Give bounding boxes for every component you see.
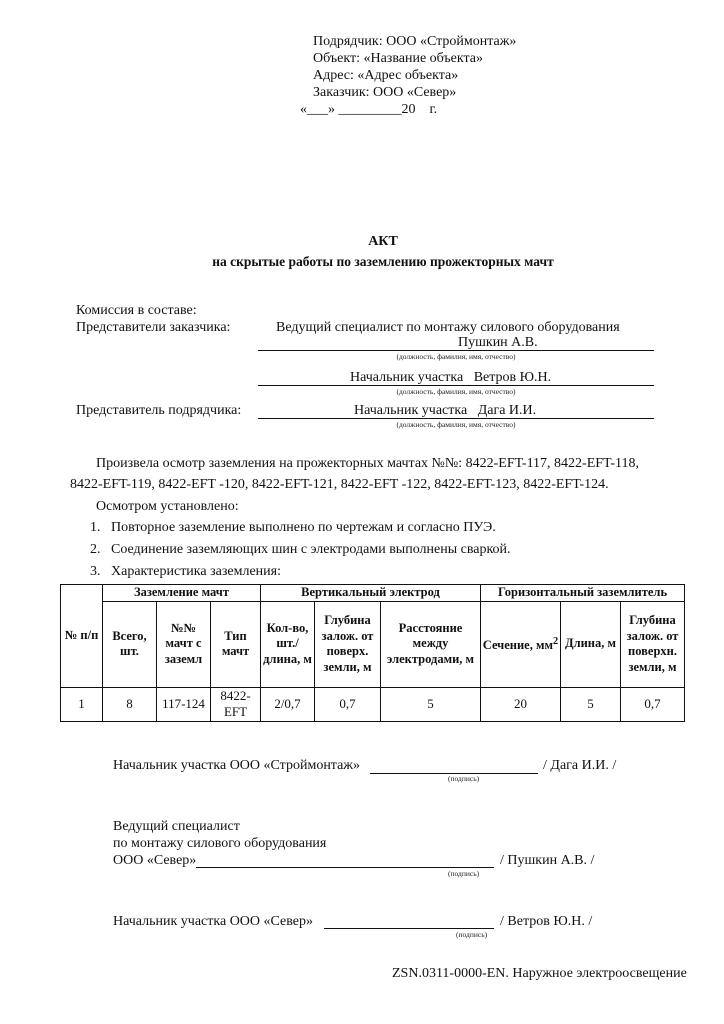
masts-group-header: Заземление мачт bbox=[103, 585, 261, 602]
header-address: Адрес: «Адрес объекта» bbox=[313, 68, 459, 83]
sig1-label: Начальник участка ООО «Строймонтаж» bbox=[113, 758, 360, 773]
cell-total: 8 bbox=[103, 687, 157, 721]
col-total-header: Всего, шт. bbox=[103, 601, 157, 687]
col-count-length-header: Кол-во, шт./ длина, м bbox=[261, 601, 315, 687]
cell-num: 1 bbox=[61, 687, 103, 721]
page-subtitle: на скрытые работы по заземлению прожекторных мачт bbox=[212, 254, 554, 269]
col-distance-header: Расстояние между электродами, м bbox=[381, 601, 481, 687]
cell-length: 5 bbox=[561, 687, 621, 721]
sig2-line3: ООО «Север» bbox=[113, 853, 197, 868]
header-object: Объект: «Название объекта» bbox=[313, 51, 484, 66]
sig2-line1: Ведущий специалист bbox=[113, 819, 240, 834]
header-customer: Заказчик: ООО «Север» bbox=[313, 85, 457, 100]
paragraph-line1: Произвела осмотр заземления на прожекторных мачтах №№: 8422-EFT-117, 8422-EFT-118, bbox=[96, 456, 639, 471]
cell-count-length: 2/0,7 bbox=[261, 687, 315, 721]
sig2-name: / Пушкин А.В. / bbox=[500, 853, 595, 868]
page-title: АКТ bbox=[368, 234, 398, 249]
header-contractor: Подрядчик: ООО «Строймонтаж» bbox=[313, 34, 517, 49]
cell-depth2: 0,7 bbox=[621, 687, 685, 721]
cell-mast-type: 8422-EFT bbox=[211, 687, 261, 721]
rep3-underline bbox=[258, 418, 654, 419]
col-length-header: Длина, м bbox=[561, 601, 621, 687]
rep1-name: Пушкин А.В. bbox=[458, 335, 538, 350]
cell-section: 20 bbox=[481, 687, 561, 721]
sig2-line2: по монтажу силового оборудования bbox=[113, 836, 327, 851]
commission-label: Комиссия в составе: bbox=[76, 303, 197, 318]
rep1-caption: (должность, фамилия, имя, отчество) bbox=[396, 352, 516, 361]
sig1-name: / Дага И.И. / bbox=[543, 758, 617, 773]
col-section-header: Сечение, $мм^2$ bbox=[481, 601, 561, 687]
sig3-line bbox=[324, 928, 494, 929]
rep2: Начальник участка Ветров Ю.Н. bbox=[350, 370, 552, 385]
horizontal-group-header: Горизонтальный заземлитель bbox=[481, 585, 685, 602]
grounding-table bbox=[60, 584, 685, 722]
col-depth-header: Глубина залож. от поверх. земли, м bbox=[315, 601, 381, 687]
col-mast-nums-header: №№ мачт с заземл bbox=[157, 601, 211, 687]
rep1-underline bbox=[258, 350, 654, 351]
contractor-rep-label: Представитель подрядчика: bbox=[76, 403, 242, 418]
rep2-underline bbox=[258, 385, 654, 386]
cell-mast-nums: 117-124 bbox=[157, 687, 211, 721]
sig3-label: Начальник участка ООО «Север» bbox=[113, 914, 313, 929]
sig2-caption: (подпись) bbox=[448, 869, 480, 878]
header-date: «___» _________20 г. bbox=[300, 102, 438, 117]
rep3: Начальник участка Дага И.И. bbox=[354, 403, 537, 418]
col-depth2-header: Глубина залож. от поверхн. земли, м bbox=[621, 601, 685, 687]
list-item-2: 2. Соединение заземляющих шин с электродами выполнены сваркой. bbox=[90, 542, 511, 557]
section-superscript: 2 bbox=[553, 635, 559, 647]
rep3-caption: (должность, фамилия, имя, отчество) bbox=[396, 420, 516, 429]
sig3-name: / Ветров Ю.Н. / bbox=[500, 914, 593, 929]
established-label: Осмотром установлено: bbox=[96, 499, 239, 514]
cell-depth: 0,7 bbox=[315, 687, 381, 721]
rep2-caption: (должность, фамилия, имя, отчество) bbox=[396, 387, 516, 396]
list-item-1: 1. Повторное заземление выполнено по чертежам и согласно ПУЭ. bbox=[90, 520, 496, 535]
table-row bbox=[61, 687, 685, 721]
customer-reps-label: Представители заказчика: bbox=[76, 320, 231, 335]
paragraph-line2: 8422-EFT-119, 8422-EFT -120, 8422-EFT-121, 8422-EFT -122, 8422-EFT-123, 8422-EFT-124. bbox=[70, 477, 609, 492]
list-item-3: 3. Характеристика заземления: bbox=[90, 564, 281, 579]
sig2-line bbox=[196, 867, 494, 868]
sig3-caption: (подпись) bbox=[456, 930, 488, 939]
footer-code: ZSN.0311-0000-EN. Наружное электроосвещение bbox=[392, 966, 687, 981]
sig1-caption: (подпись) bbox=[448, 774, 480, 783]
cell-distance: 5 bbox=[381, 687, 481, 721]
col-num-header: № п/п bbox=[61, 585, 103, 688]
col-mast-type-header: Тип мачт bbox=[211, 601, 261, 687]
rep1-position: Ведущий специалист по монтажу силового оборудования bbox=[276, 320, 620, 335]
vertical-group-header: Вертикальный электрод bbox=[261, 585, 481, 602]
